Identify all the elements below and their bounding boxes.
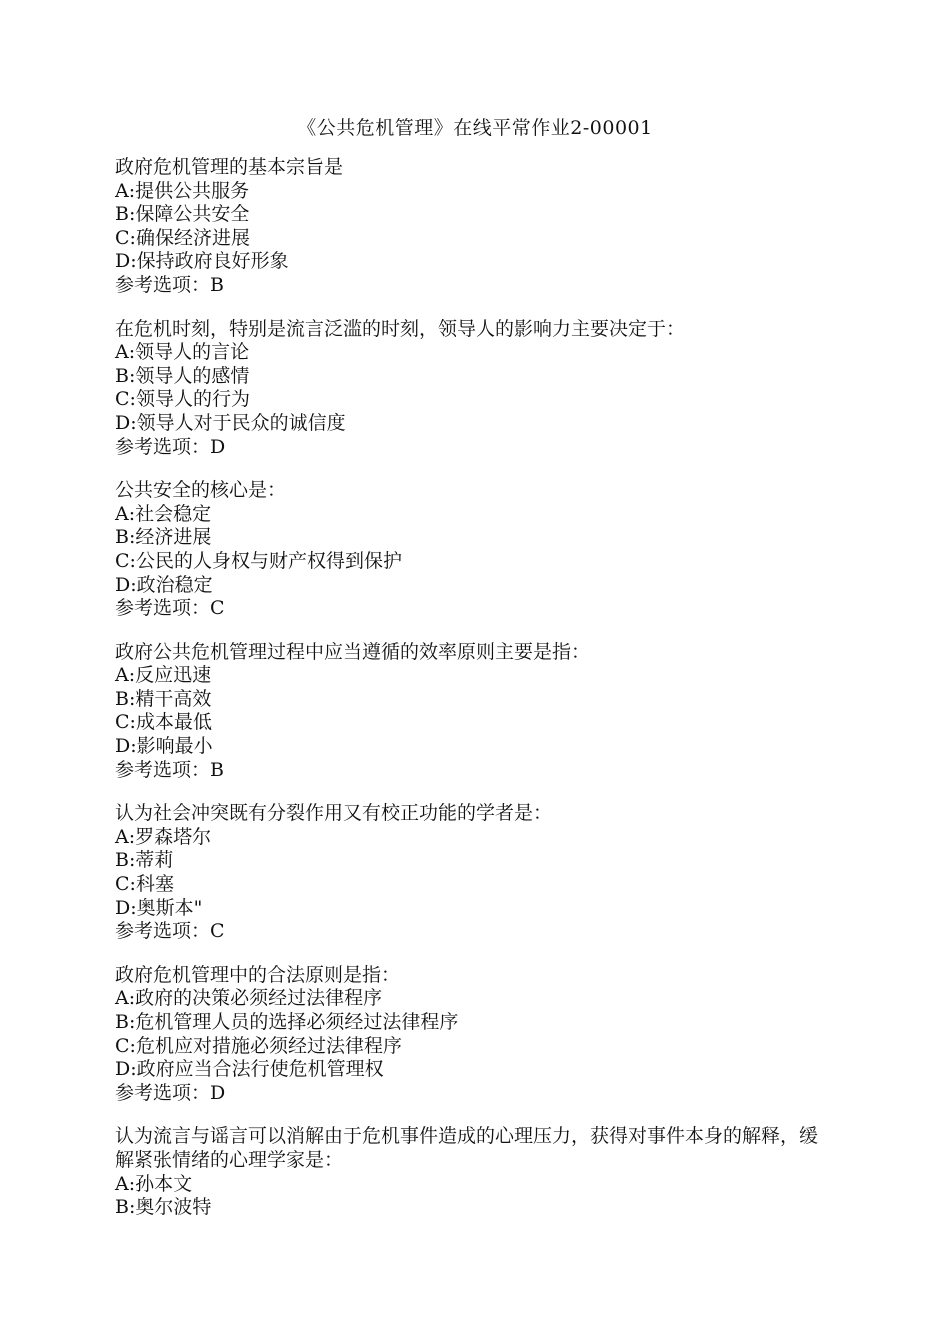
option-d: D:奥斯本" bbox=[115, 896, 203, 919]
option-a: A:提供公共服务 bbox=[115, 179, 250, 202]
option-b: B:经济进展 bbox=[115, 526, 212, 549]
option-a: A:罗森塔尔 bbox=[115, 825, 212, 848]
document-title: 《公共危机管理》在线平常作业2-00001 bbox=[297, 117, 653, 139]
question-stem: 认为流言与谣言可以消解由于危机事件造成的心理压力，获得对事件本身的解释，缓解紧张情绪的心理学家是： bbox=[115, 1125, 819, 1171]
question-item bbox=[115, 964, 835, 1106]
question-item bbox=[115, 641, 835, 783]
option-b: B:危机管理人员的选择必须经过法律程序 bbox=[115, 1011, 459, 1033]
option-a: A:反应迅速 bbox=[115, 664, 212, 687]
option-d: D:政府应当合法行使危机管理权 bbox=[115, 1058, 384, 1081]
option-c: C:公民的人身权与财产权得到保护 bbox=[115, 549, 402, 572]
question-item bbox=[115, 318, 835, 460]
option-c: C:成本最低 bbox=[115, 711, 212, 734]
option-d: D:保持政府良好形象 bbox=[115, 250, 289, 273]
option-a: A:领导人的言论 bbox=[115, 341, 250, 364]
question-stem: 政府危机管理中的合法原则是指： bbox=[115, 963, 401, 986]
question-item bbox=[115, 479, 835, 621]
reference-answer: 参考选项：C bbox=[115, 597, 225, 620]
question-stem: 在危机时刻，特别是流言泛滥的时刻，领导人的影响力主要决定于： bbox=[115, 317, 686, 340]
option-c: C:确保经济进展 bbox=[115, 226, 250, 249]
question-stem: 政府公共危机管理过程中应当遵循的效率原则主要是指： bbox=[115, 640, 591, 663]
reference-answer: 参考选项：C bbox=[115, 920, 225, 943]
reference-answer: 参考选项：D bbox=[115, 1081, 226, 1104]
option-c: C:领导人的行为 bbox=[115, 388, 250, 411]
reference-answer: 参考选项：D bbox=[115, 435, 226, 458]
question-stem: 公共安全的核心是： bbox=[115, 479, 287, 502]
question-item bbox=[115, 156, 835, 298]
option-b: B:蒂莉 bbox=[115, 849, 174, 872]
option-c: C:危机应对措施必须经过法律程序 bbox=[115, 1034, 402, 1057]
option-a: A:社会稳定 bbox=[115, 502, 212, 525]
question-item bbox=[115, 1125, 835, 1219]
option-b: B:精干高效 bbox=[115, 687, 212, 710]
option-c: C:科塞 bbox=[115, 873, 174, 896]
reference-answer: 参考选项：B bbox=[115, 758, 224, 781]
option-d: D:领导人对于民众的诚信度 bbox=[115, 411, 346, 434]
option-b: B:奥尔波特 bbox=[115, 1196, 212, 1219]
reference-answer: 参考选项：B bbox=[115, 273, 224, 296]
option-b: B:保障公共安全 bbox=[115, 203, 250, 226]
option-a: A:孙本文 bbox=[115, 1172, 193, 1195]
question-stem: 政府危机管理的基本宗旨是 bbox=[115, 156, 344, 178]
option-d: D:政治稳定 bbox=[115, 573, 213, 596]
question-stem: 认为社会冲突既有分裂作用又有校正功能的学者是： bbox=[115, 802, 553, 825]
question-list bbox=[115, 156, 835, 1240]
question-item bbox=[115, 802, 835, 944]
option-d: D:影响最小 bbox=[115, 735, 213, 758]
option-a: A:政府的决策必须经过法律程序 bbox=[115, 987, 383, 1010]
option-b: B:领导人的感情 bbox=[115, 364, 250, 387]
